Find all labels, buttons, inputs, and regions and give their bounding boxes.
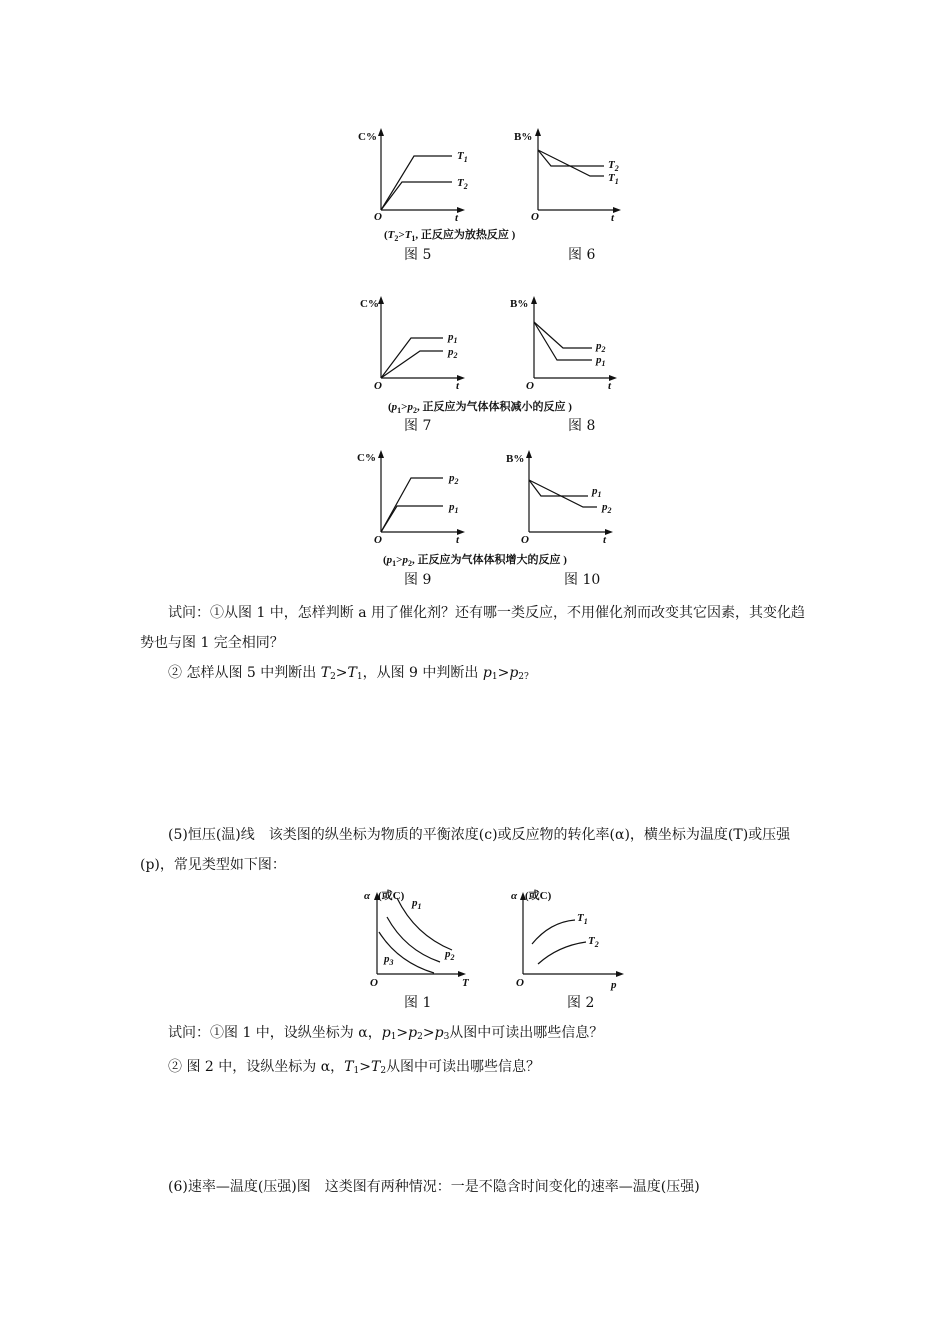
x-axis-label: t [603,534,607,546]
y-axis-alt-label: (或C) [378,890,405,902]
section-5-title: (5)恒压(温)线 [168,827,255,843]
isobar-figure-1 [364,888,470,989]
curve-T2 [538,150,604,166]
figure-8 [510,296,617,392]
x-axis-label: t [611,212,615,224]
y-axis-alt-label: (或C) [525,890,552,902]
y-axis-label: B% [506,453,525,465]
curve-p2 [381,351,443,378]
curve-label-p1: $p_1$ [448,331,458,345]
y-axis-label: α [364,890,371,902]
origin-label: O [516,977,524,989]
x-axis-label: t [455,212,459,224]
curve-label-T1: $T_1$ [577,912,588,926]
question-2 [140,1018,812,1086]
origin-label: O [531,211,539,223]
curve-label-p1: $p_1$ [592,485,602,499]
question-1 [140,598,812,692]
section-5-body: 该类图的纵坐标为物质的平衡浓度(c)或反应物的转化率(α)，横坐标为温度(T)或压强(p)，常见类型如下图： [140,827,791,873]
curve-label-T1: $T_1$ [608,172,619,186]
curve-label-p3: $p_3$ [384,953,394,967]
y-axis-label: C% [357,452,376,464]
curve-label-p1: $p_1$ [412,897,422,911]
curve-label-p2: $p_2$ [448,346,458,360]
y-axis-label: C% [360,298,379,310]
curve-p1 [397,898,452,950]
section-6 [140,1172,812,1202]
curve-label-T2: $T_2$ [588,935,599,949]
figure-7-label: 图 7 [404,418,432,434]
caption-fig9-10: ($p_1>p_2$, 正反应为气体体积增大的反应 ) [383,554,567,568]
origin-label: O [370,977,378,989]
origin-label: O [374,211,382,223]
curve-label-T1: $T_1$ [457,150,468,164]
curve-label-p1: $p_1$ [596,354,606,368]
origin-label: O [374,534,382,546]
figure-8-label: 图 8 [568,418,596,434]
section-6-text: (6)速率—温度(压强)图 这类图有两种情况：一是不隐含时间变化的速率—温度(压强) [168,1179,700,1195]
figure-10 [506,450,613,546]
question-1-part-a: 试问：①从图 1 中，怎样判断 a 用了催化剂？还有哪一类反应，不用催化剂而改变其它因素，其变化趋势也与图 1 完全相同？ [140,605,806,651]
curve-p1 [381,506,443,532]
figure-9 [357,450,465,546]
curve-label-p1: $p_1$ [449,501,459,515]
curve-label-p2: $p_2$ [596,340,606,354]
curve-p1 [529,480,588,496]
isobar-figure-2-label: 图 2 [567,995,595,1010]
caption-fig7-8: ($p_1>p_2$, 正反应为气体体积减小的反应 ) [388,401,572,415]
curve-label-T2: $T_2$ [608,159,619,173]
y-axis-label: C% [358,131,377,143]
curve-T1 [381,156,452,210]
curve-T1 [532,920,575,944]
curve-label-p2: $p_2$ [445,948,455,962]
y-axis-label: B% [510,298,529,310]
x-axis-label: T [462,977,469,989]
curve-label-p2: $p_2$ [602,501,612,515]
figure-6-label: 图 6 [568,247,596,263]
question-2-part-a: 试问：①图 1 中，设纵坐标为 α，$p_1>p_2>p_3$从图中可读出哪些信息？ [168,1025,604,1042]
curve-label-p2: $p_2$ [449,472,459,486]
x-axis-label: t [456,534,460,546]
figure-10-label: 图 10 [564,572,601,588]
origin-label: O [521,534,529,546]
x-axis-label: t [608,380,612,392]
figure-5 [358,128,468,224]
origin-label: O [526,380,534,392]
question-2-part-b: ② 图 2 中，设纵坐标为 α，$T_1>T_2$从图中可读出哪些信息？ [168,1059,541,1076]
curve-T2 [381,182,452,210]
origin-label: O [374,380,382,392]
figure-5-label: 图 5 [404,247,432,263]
section-5 [140,820,812,880]
figure-6 [514,128,621,224]
curve-p1 [534,322,592,360]
isobar-figure-1-label: 图 1 [404,995,432,1010]
figure-9-label: 图 9 [404,572,432,588]
x-axis-label: p [611,979,617,991]
isobar-figure-2 [511,888,624,991]
x-axis-label: t [456,380,460,392]
curve-p2 [381,478,443,532]
y-axis-label: B% [514,131,533,143]
curve-T2 [538,942,586,964]
question-1-part-b: ② 怎样从图 5 中判断出 $T_2>T_1$，从图 9 中判断出 $p_1>p_{2?}$ [168,665,529,682]
curve-label-T2: $T_2$ [457,177,468,191]
curve-p2 [534,322,592,348]
figure-7 [360,296,465,392]
y-axis-label: α [511,890,518,902]
caption-fig5-6: ($T_2>T_1$, 正反应为放热反应 ) [384,229,516,243]
